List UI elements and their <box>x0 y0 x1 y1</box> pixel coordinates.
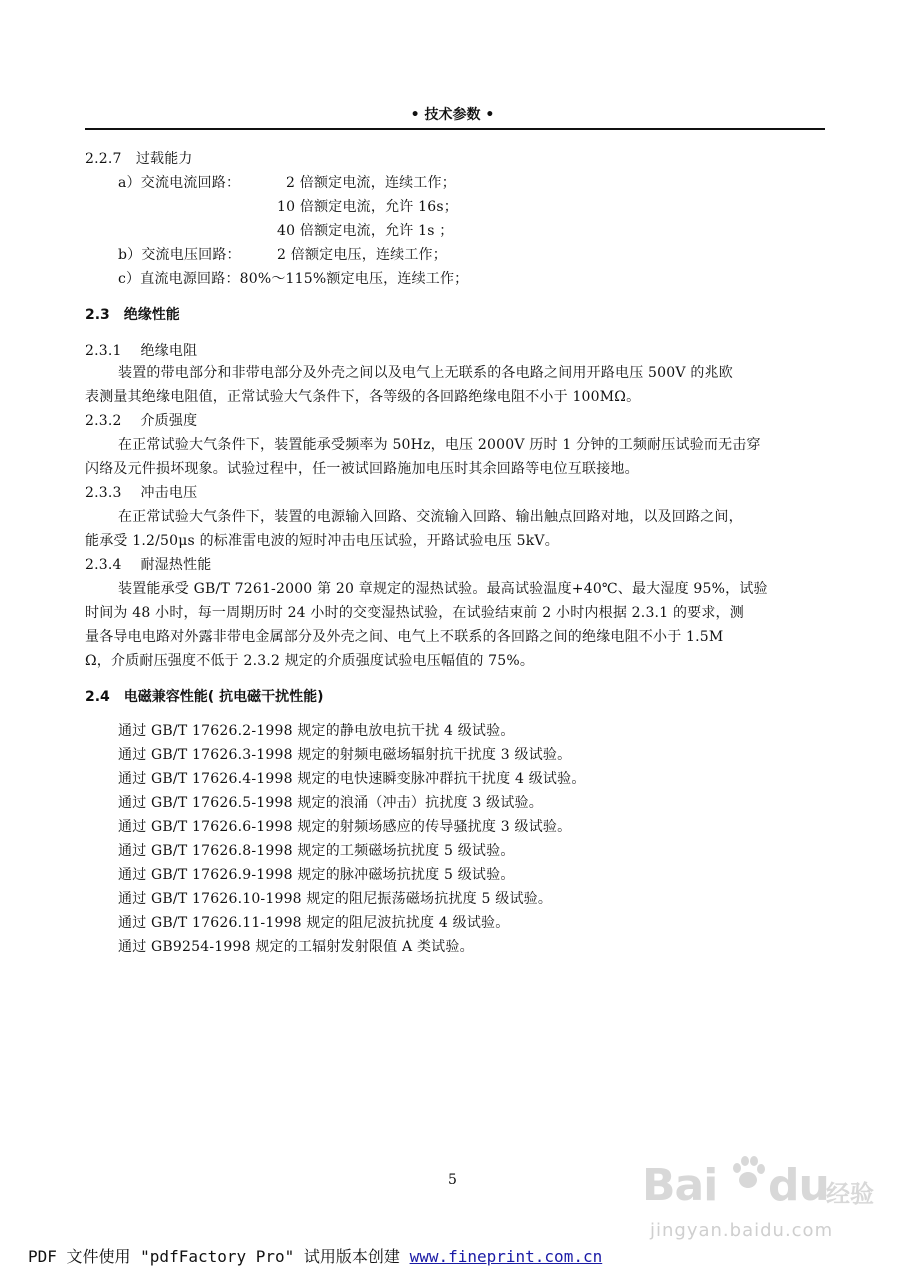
overload-a-line-3: 40 倍额定电流，允许 1s ； <box>277 223 454 239</box>
section-2-3-4-text-line-3: 量各导电电路对外露非带电金属部分及外壳之间、电气上不联系的各回路之间的绝缘电阻不小于 1.5M <box>85 629 724 645</box>
emc-list-item: 通过 GB/T 17626.6-1998 规定的射频场感应的传导骚扰度 3 级试验。 <box>118 819 572 835</box>
footer-link[interactable]: www.fineprint.com.cn <box>409 1247 603 1266</box>
overload-a-label: a）交流电流回路： <box>118 175 241 191</box>
watermark-url: jingyan.baidu.com <box>650 1220 834 1241</box>
pdf-footer <box>28 1244 602 1267</box>
emc-list-item: 通过 GB/T 17626.9-1998 规定的脉冲磁场抗扰度 5 级试验。 <box>118 867 515 883</box>
section-2-3-3-text-line-1: 在正常试验大气条件下，装置的电源输入回路、交流输入回路、输出触点回路对地，以及回路之间， <box>118 509 743 525</box>
section-2-3-3-heading: 2.3.3 冲击电压 <box>85 485 198 501</box>
footer-text: PDF 文件使用 "pdfFactory Pro" 试用版本创建 <box>28 1247 410 1266</box>
section-2-3-4-heading: 2.3.4 耐湿热性能 <box>85 557 212 573</box>
section-2-3-2-text-line-2: 闪络及元件损坏现象。试验过程中，任一被试回路施加电压时其余回路等电位互联接地。 <box>85 461 639 477</box>
header-divider <box>85 128 825 130</box>
section-2-2-7-heading: 2.2.7 过载能力 <box>85 151 193 167</box>
emc-list-item: 通过 GB/T 17626.3-1998 规定的射频电磁场辐射抗干扰度 3 级试验。 <box>118 747 572 763</box>
section-2-3-2-text-line-1: 在正常试验大气条件下，装置能承受频率为 50Hz，电压 2000V 历时 1 分钟的工频耐压试验而无击穿 <box>118 437 761 453</box>
section-2-3-heading: 2.3 绝缘性能 <box>85 307 180 323</box>
overload-a-line-1: 2 倍额定电流，连续工作； <box>286 175 456 191</box>
watermark-logo-text-b: du <box>768 1160 829 1211</box>
section-2-3-1-text-line-1: 装置的带电部分和非带电部分及外壳之间以及电气上无联系的各电路之间用开路电压 500V 的兆欧 <box>118 365 733 381</box>
overload-b-label: b）交流电压回路： <box>118 247 241 263</box>
overload-b-line-1: 2 倍额定电压，连续工作； <box>277 247 447 263</box>
overload-c-line: c）直流电源回路：80%～115%额定电压，连续工作； <box>118 271 469 287</box>
baidu-jingyan-watermark <box>636 1148 876 1256</box>
watermark-logo-cn: 经验 <box>826 1180 874 1208</box>
page-number: 5 <box>448 1172 457 1188</box>
section-2-3-1-text-line-2: 表测量其绝缘电阻值，正常试验大气条件下，各等级的各回路绝缘电阻不小于 100MΩ。 <box>85 389 641 405</box>
section-2-3-4-text-line-4: Ω，介质耐压强度不低于 2.3.2 规定的介质强度试验电压幅值的 75%。 <box>85 653 535 669</box>
emc-list-item: 通过 GB/T 17626.11-1998 规定的阻尼波抗扰度 4 级试验。 <box>118 915 510 931</box>
emc-list-item: 通过 GB/T 17626.4-1998 规定的电快速瞬变脉冲群抗干扰度 4 级试验。 <box>118 771 586 787</box>
section-2-3-1-heading: 2.3.1 绝缘电阻 <box>85 343 198 359</box>
section-2-3-3-text-line-2: 能承受 1.2/50μs 的标准雷电波的短时冲击电压试验，开路试验电压 5kV。 <box>85 533 559 549</box>
emc-list-item: 通过 GB/T 17626.2-1998 规定的静电放电抗干扰 4 级试验。 <box>118 723 515 739</box>
section-2-3-4-text-line-1: 装置能承受 GB/T 7261-2000 第 20 章规定的湿热试验。最高试验温度+40℃、最大湿度 95%，试验 <box>118 581 768 597</box>
emc-list-item: 通过 GB9254-1998 规定的工辐射发射限值 A 类试验。 <box>118 939 474 955</box>
section-2-3-2-heading: 2.3.2 介质强度 <box>85 413 198 429</box>
watermark-logo-text-a: Bai <box>642 1160 718 1211</box>
section-2-3-4-text-line-2: 时间为 48 小时，每一周期历时 24 小时的交变湿热试验，在试验结束前 2 小时内根据 2.3.1 的要求，测 <box>85 605 744 621</box>
page-header-title: • 技术参数 • <box>410 107 495 123</box>
overload-a-line-2: 10 倍额定电流，允许 16s； <box>277 199 458 215</box>
section-2-4-heading: 2.4 电磁兼容性能( 抗电磁干扰性能) <box>85 689 324 705</box>
emc-list-item: 通过 GB/T 17626.5-1998 规定的浪涌（冲击）抗扰度 3 级试验。 <box>118 795 543 811</box>
emc-list-item: 通过 GB/T 17626.8-1998 规定的工频磁场抗扰度 5 级试验。 <box>118 843 515 859</box>
emc-list-item: 通过 GB/T 17626.10-1998 规定的阻尼振荡磁场抗扰度 5 级试验。 <box>118 891 553 907</box>
paw-icon <box>728 1152 768 1192</box>
